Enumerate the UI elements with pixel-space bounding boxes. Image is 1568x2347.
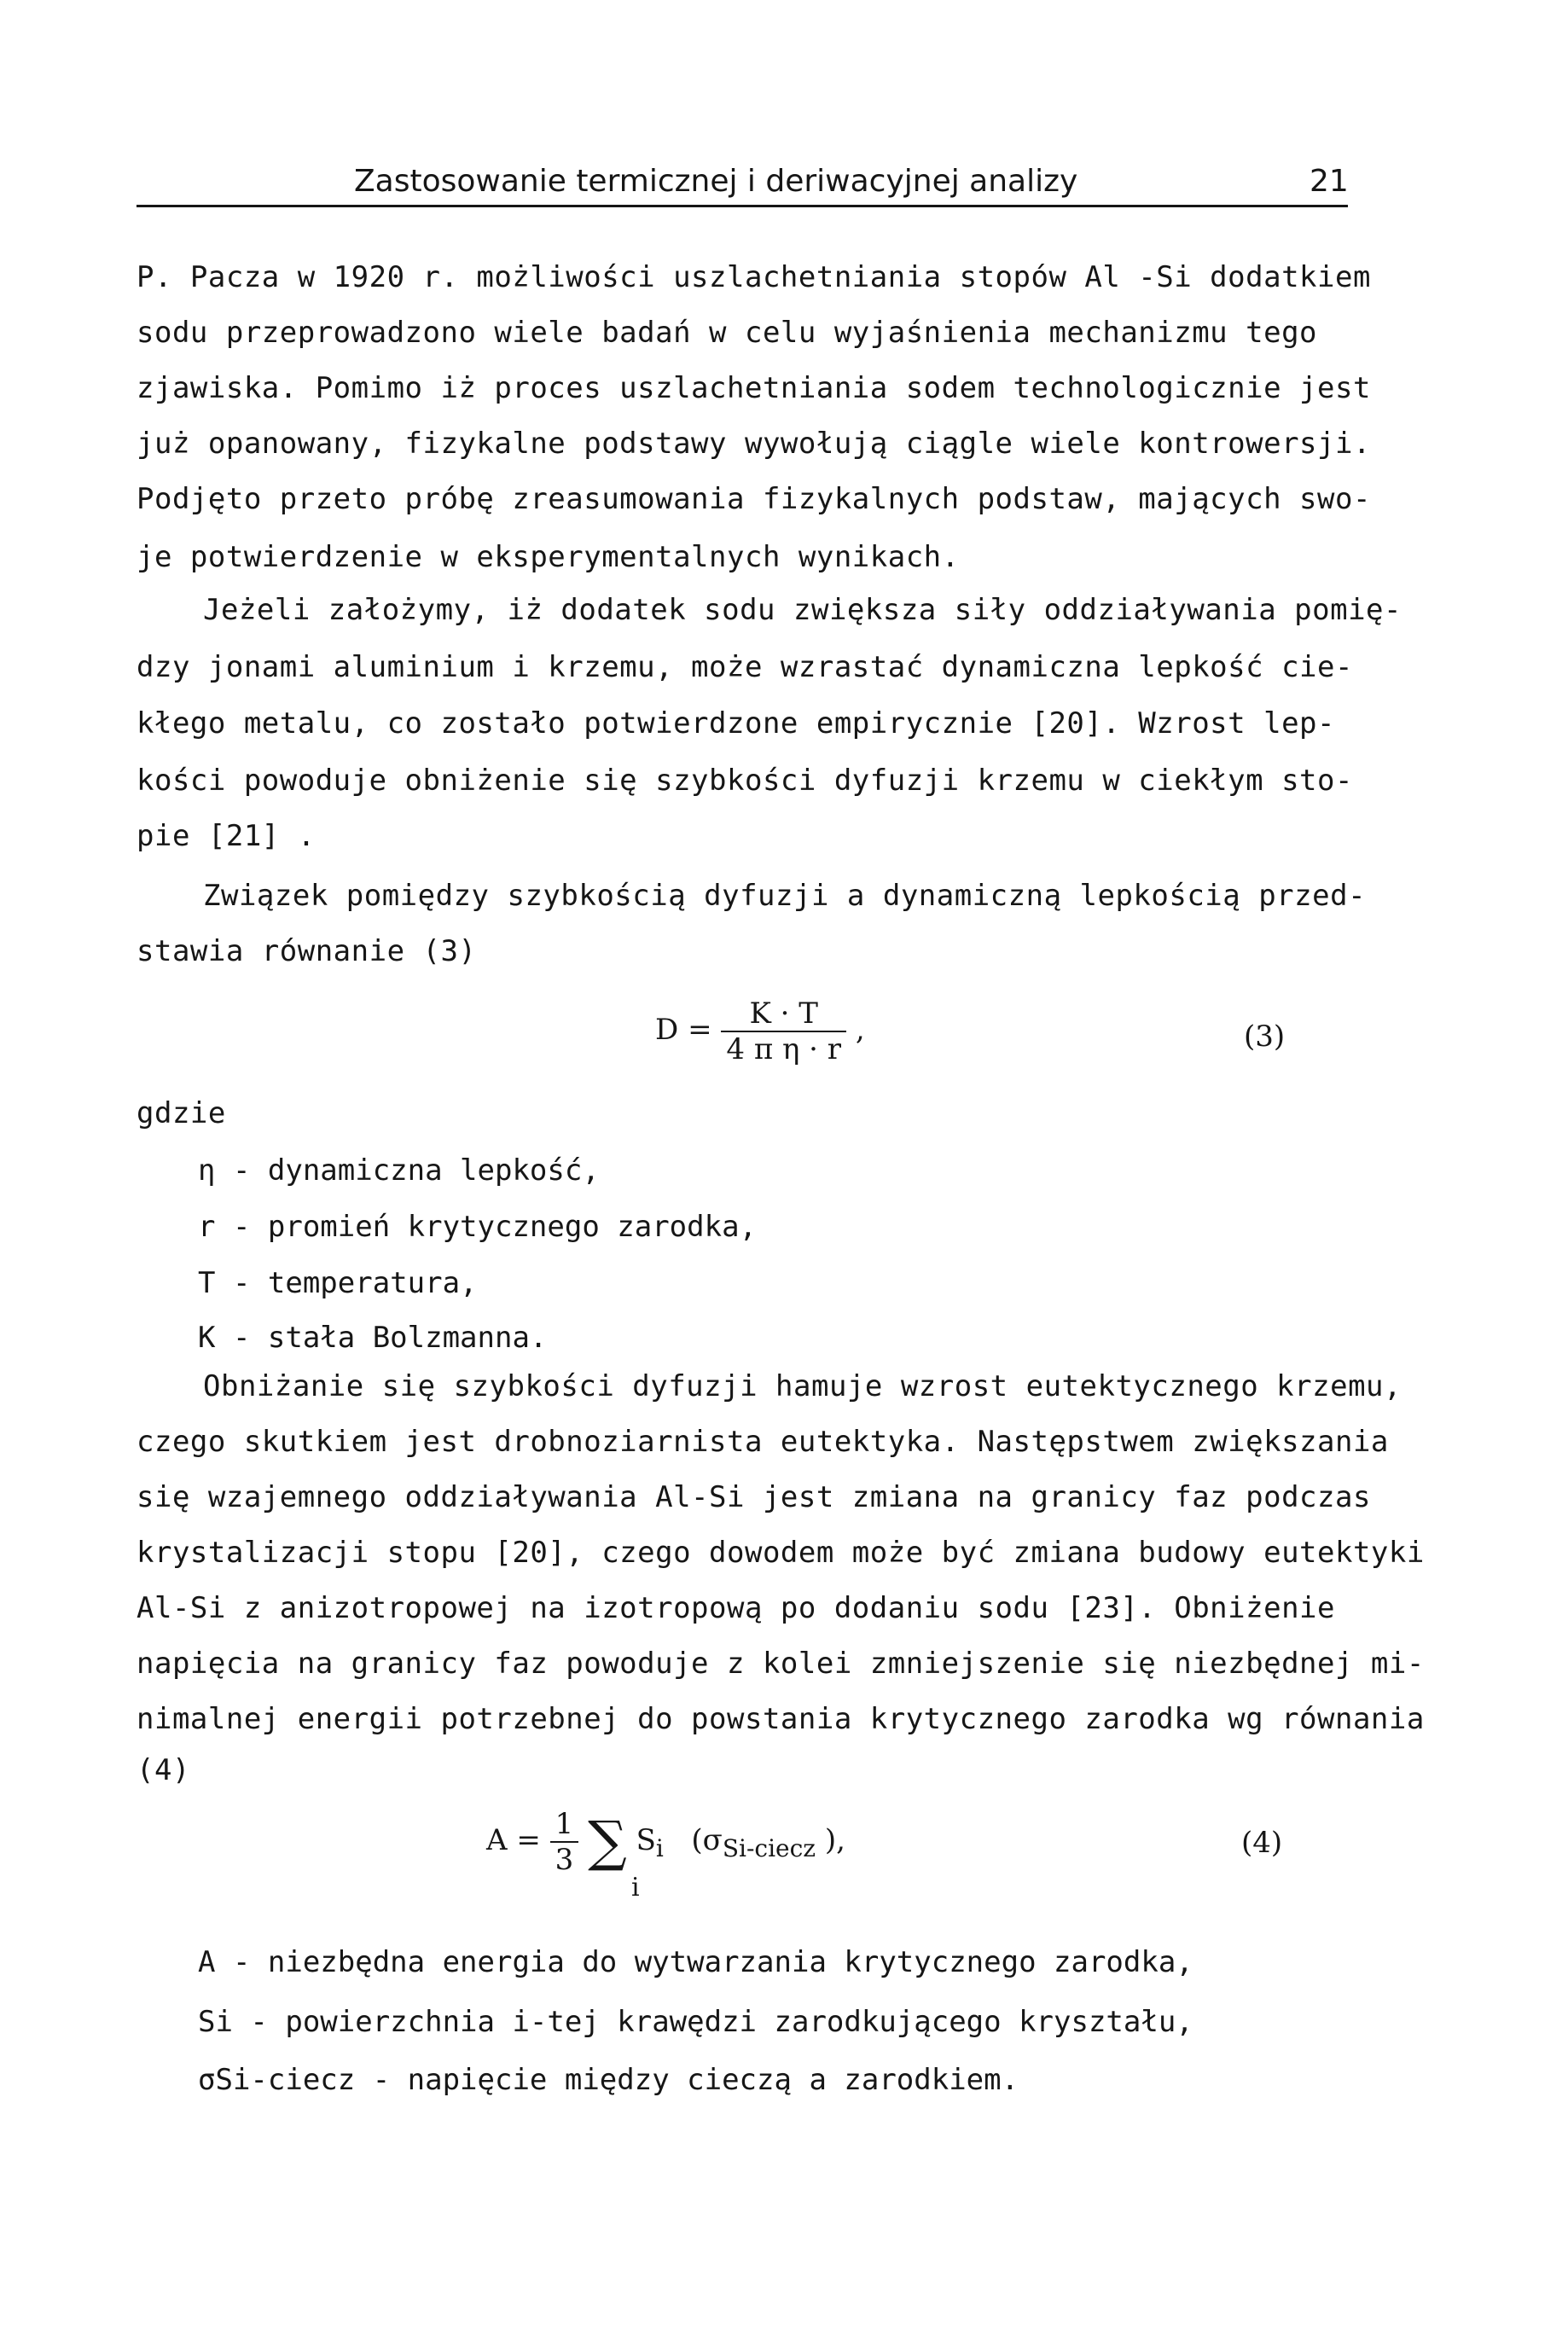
text-line: Podjęto przeto próbę zreasumowania fizykalnych podstaw, mających swo- (136, 482, 1371, 516)
text-line: Obniżanie się szybkości dyfuzji hamuje wzrost eutektycznego krzemu, (203, 1369, 1402, 1403)
text-line: Jeżeli założymy, iż dodatek sodu zwiększa siły oddziaływania pomię- (203, 593, 1402, 627)
equation-4-close: ), (824, 1823, 845, 1857)
definition-line: K - stała Bolzmanna. (198, 1321, 548, 1355)
definition-line: Si - powierzchnia i-tej krawędzi zarodkującego kryształu, (198, 2005, 1193, 2039)
equation-4-sigma: (σ (691, 1823, 723, 1857)
summation-symbol: ∑ (588, 1810, 627, 1874)
text-line: nimalnej energii potrzebnej do powstania krytycznego zarodka wg równania (136, 1702, 1425, 1736)
definition-line: A - niezbędna energia do wytwarzania krytycznego zarodka, (198, 1945, 1193, 1979)
running-header-title: Zastosowanie termicznej i deriwacyjnej analizy (354, 164, 1078, 199)
text-line: P. Pacza w 1920 r. możliwości uszlachetniania stopów Al -Si dodatkiem (136, 260, 1371, 294)
equation-4-s: S (636, 1823, 656, 1857)
text-line: napięcia na granicy faz powoduje z kolei zmniejszenie się niezbędnej mi- (136, 1647, 1425, 1681)
text-line: kłego metalu, co zostało potwierdzone empirycznie [20]. Wzrost lep- (136, 706, 1335, 741)
equation-4-fraction-numerator: 1 (550, 1807, 579, 1843)
text-line: dzy jonami aluminium i krzemu, może wzrastać dynamiczna lepkość cie- (136, 650, 1353, 684)
equation-4-fraction-denominator: 3 (555, 1843, 574, 1877)
equation-3-number: (3) (1244, 1020, 1286, 1054)
gdzie-label: gdzie (136, 1096, 226, 1130)
summation-index: i (631, 1873, 640, 1903)
equation-4-sigma-subscript: Si-ciecz (722, 1834, 816, 1862)
definition-line: r - promień krytycznego zarodka, (198, 1210, 758, 1244)
text-line: krystalizacji stopu [20], czego dowodem może być zmiana budowy eutektyki (136, 1536, 1425, 1570)
text-line: je potwierdzenie w eksperymentalnych wynikach. (136, 540, 960, 574)
equation-4-number: (4) (1241, 1826, 1283, 1860)
page-number: 21 (1310, 164, 1349, 199)
text-line: Al-Si z anizotropowej na izotropową po dodaniu sodu [23]. Obniżenie (136, 1591, 1335, 1625)
text-line: kości powoduje obniżenie się szybkości dyfuzji krzemu w ciekłym sto- (136, 764, 1353, 798)
equation-4-s-subscript: i (655, 1834, 664, 1862)
text-line: (4) (136, 1753, 190, 1787)
text-line: zjawiska. Pomimo iż proces uszlachetniania sodem technologicznie jest (136, 371, 1371, 405)
text-line: stawia równanie (3) (136, 934, 477, 968)
equation-4 (486, 1807, 845, 1877)
text-line: już opanowany, fizykalne podstawy wywołują ciągle wiele kontrowersji. (136, 427, 1371, 461)
header-rule (136, 205, 1348, 207)
definition-line: σSi-ciecz - napięcie między cieczą a zarodkiem. (198, 2063, 1019, 2097)
equation-3-denominator: 4 π η · r (726, 1032, 842, 1066)
text-line: się wzajemnego oddziaływania Al-Si jest zmiana na granicy faz podczas (136, 1480, 1371, 1514)
equation-3-lhs: D = (655, 1013, 712, 1047)
equation-4-lhs: A = (486, 1823, 541, 1857)
equation-3-comma: , (855, 1013, 865, 1047)
equation-3 (655, 996, 865, 1066)
text-line: czego skutkiem jest drobnoziarnista eutektyka. Następstwem zwiększania (136, 1425, 1389, 1459)
text-line: Związek pomiędzy szybkością dyfuzji a dynamiczną lepkością przed- (203, 879, 1367, 913)
definition-line: η - dynamiczna lepkość, (198, 1153, 600, 1188)
definition-line: T - temperatura, (198, 1266, 478, 1300)
text-line: sodu przeprowadzono wiele badań w celu wyjaśnienia mechanizmu tego (136, 316, 1318, 350)
text-line: pie [21] . (136, 819, 316, 853)
equation-4-fraction (550, 1807, 579, 1877)
equation-3-numerator: K · T (721, 996, 846, 1032)
equation-3-fraction (721, 996, 846, 1066)
